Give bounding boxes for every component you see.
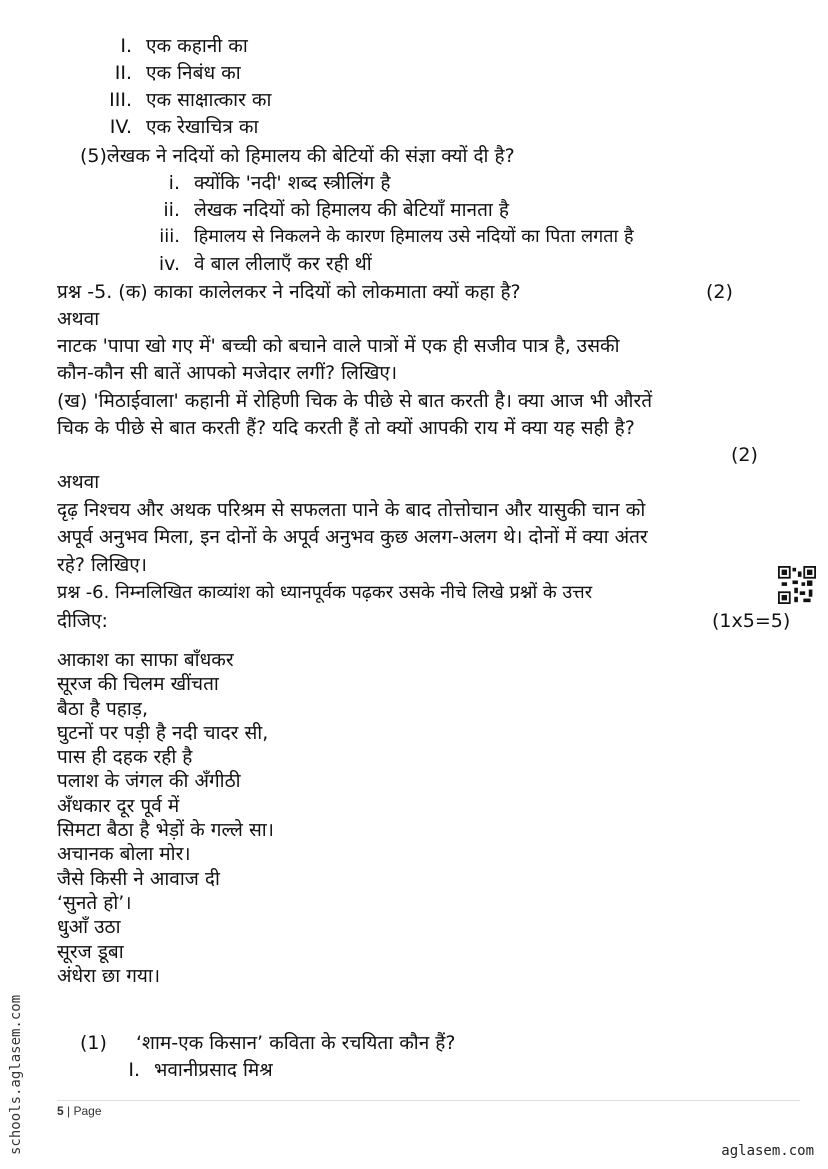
question-5-kha-line1: (ख) 'मिठाईवाला' कहानी में रोहिणी चिक के पीछे से बात करती है। क्या आज भी औरतें: [57, 390, 653, 412]
question-5-ka-marks: (2): [706, 281, 733, 303]
poem-line: घुटनों पर पड़ी है नदी चादर सी,: [57, 721, 269, 744]
question-6-1: (1) ‘शाम-एक किसान’ कविता के रचयिता कौन हैं?: [80, 1032, 456, 1054]
question-5-alt-line1: नाटक 'पापा खो गए में' बच्ची को बचाने वाले पात्रों में एक ही सजीव पात्र है, उसकी: [57, 335, 620, 357]
q4-option-3: III. एक साक्षात्कार का: [109, 89, 272, 111]
athva-label: अथवा: [57, 308, 100, 330]
poem-line: जैसे किसी ने आवाज दी: [57, 867, 220, 890]
poem-line: धुआँ उठा: [57, 916, 121, 939]
side-watermark-url: schools.aglasem.com: [8, 994, 24, 1155]
poem-stanza: [57, 648, 274, 988]
poem-line: सूरज डूबा: [57, 940, 124, 963]
poem-line: ‘सुनते हो’।: [57, 891, 132, 914]
question-5-kha-line2: चिक के पीछे से बात करती हैं? यदि करती हैं तो क्यों आपकी राय में क्या यह सही है?: [57, 417, 635, 439]
question-5-alt2-line3: रहे? लिखिए।: [57, 554, 147, 576]
poem-line: सिमटा बैठा है भेड़ों के गल्ले सा।: [57, 819, 274, 842]
q5-option-3: iii. हिमालय से निकलने के कारण हिमालय उसे नदियों का पिता लगता है: [159, 226, 634, 247]
question-5-alt-line2: कौन-कौन सी बातें आपको मजेदार लगीं? लिखिए।: [57, 362, 398, 384]
question-6-line1: प्रश्न -6. निम्नलिखित काव्यांश को ध्यानपूर्वक पढ़कर उसके नीचे लिखे प्रश्नों के उत्तर: [57, 582, 593, 603]
poem-line: अंधेरा छा गया।: [57, 964, 161, 987]
question-5-ka: प्रश्न -5. (क) काका कालेलकर ने नदियों को लोकमाता क्यों कहा है?: [57, 281, 521, 303]
poem-line: पास ही दहक रही है: [57, 746, 193, 769]
poem-line: बैठा है पहाड़,: [57, 697, 148, 720]
qr-code-icon: [778, 566, 816, 604]
question-5-alt2-line1: दृढ़ निश्चय और अथक परिश्रम से सफलता पाने के बाद तोत्तोचान और यासुकी चान को: [57, 499, 646, 521]
q4-option-1: I. एक कहानी का: [120, 35, 248, 57]
question-5-alt2-line2: अपूर्व अनुभव मिला, इन दोनों के अपूर्व अनुभव कुछ अलग-अलग थे। दोनों में क्या अंतर: [57, 526, 648, 548]
athva-label-2: अथवा: [57, 471, 100, 493]
q4-option-2: II. एक निबंध का: [114, 62, 241, 84]
q5-option-2: ii. लेखक नदियों को हिमालय की बेटियाँ मानता है: [163, 199, 509, 221]
poem-line: अचानक बोला मोर।: [57, 843, 191, 866]
q4-option-4: IV. एक रेखाचित्र का: [109, 116, 259, 138]
poem-line: अँधकार दूर पूर्व में: [57, 794, 180, 817]
footer-url: aglasem.com: [721, 1143, 814, 1159]
footer-divider: [57, 1100, 800, 1101]
poem-line: आकाश का साफा बाँधकर: [57, 649, 234, 671]
question-6-line2: दीजिए:: [57, 610, 108, 632]
q5-option-1: i. क्योंकि 'नदी' शब्द स्त्रीलिंग है: [168, 172, 391, 194]
poem-line: पलाश के जंगल की अँगीठी: [57, 770, 241, 793]
question-6-1-option-1: I. भवानीप्रसाद मिश्र: [128, 1059, 273, 1081]
question-6-marks: (1x5=5): [712, 610, 791, 632]
q5-option-4: iv. वे बाल लीलाएँ कर रही थीं: [158, 253, 372, 275]
poem-line: सूरज की चिलम खींचता: [57, 673, 219, 696]
page-number: 5 | Page: [57, 1104, 102, 1118]
question-5-kha-marks: (2): [731, 444, 758, 466]
q5-question: (5)लेखक ने नदियों को हिमालय की बेटियों की संज्ञा क्यों दी है?: [80, 145, 515, 167]
